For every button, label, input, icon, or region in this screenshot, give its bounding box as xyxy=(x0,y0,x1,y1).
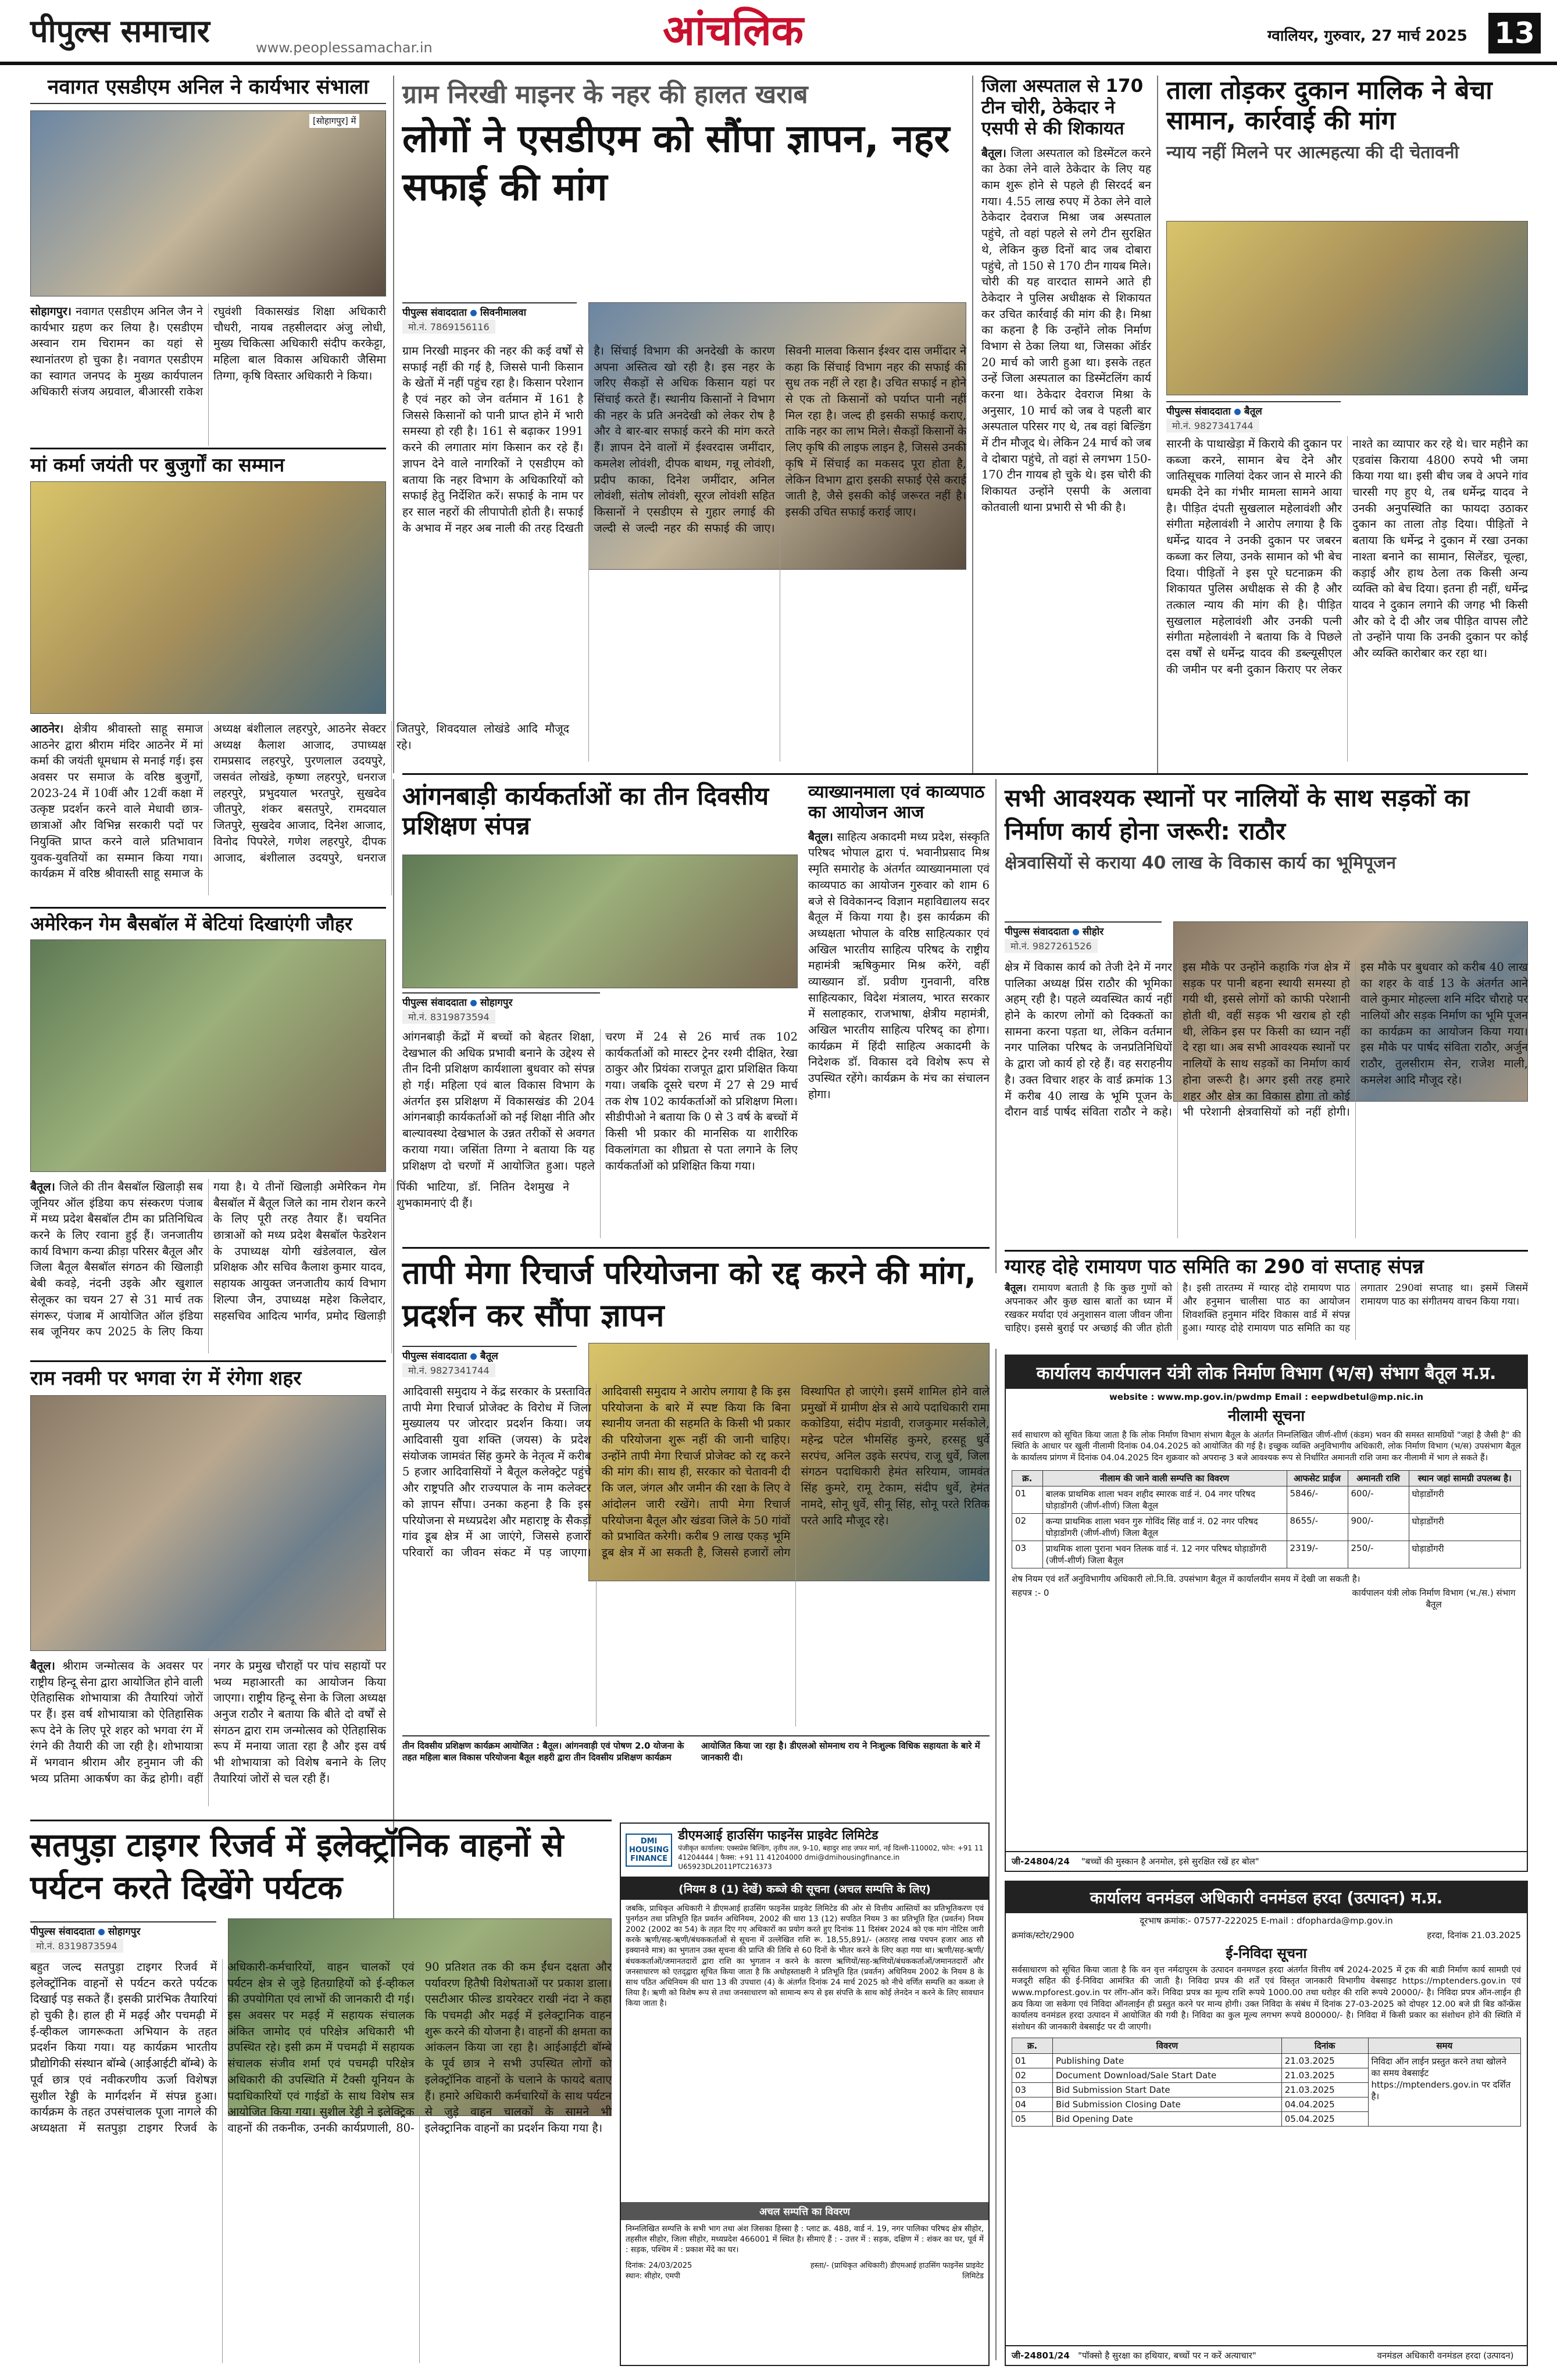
section-title: आंचलिक xyxy=(663,6,804,55)
notice-body: जबकि, प्राधिकृत अधिकारी ने डीएमआई हाउसिंग फाइनेंस प्राइवेट लिमिटेड की ओर से वित्तीय आस्तियों का प्रतिभूतिकरण एवं पुनर्गठन तथा प्रतिभूति हित प्रवर्तन अधिनियम, 2002 की धारा 13 (12) सपठित नियम 3 का प्रतिभूति हित (प्रवर्तन) नियम 2002 (2002 का 54) के तहत दिए गए अधिकारों का प्रयोग करते हुए दिनांक 11 दिसंबर 2024 को एक मांग नोटिस जारी करके ऋणी/सह-ऋणी/बंधककर्ताओं से सूचना में उल्लेखित राशि रू. 18,55,891/- (अठारह लाख पचपन हजार आठ सौ इक्यानवे मात्र) का भुगतान उक्त सूचना की प्राप्ति की तिथि से 60 दिनों के भीतर करने के लिए कहा गया था। ऋणी/सह-ऋणी/बंधककर्ताओं/जमानतदारों द्वारा राशि का भुगतान न करने के कारण ऋणियों/सह-ऋणियों/बंधककर्ताओं/जमानतदारों और जनसाधारण को एतद्‌द्वारा सूचित किया जाता है कि अधोहस्ताक्षरी ने प्रतिभूति हित (प्रवर्तन) अधिनियम 2002 के नियम 8 के साथ पठित अधिनियम की धारा 13 की उपधारा (4) के अंतर्गत दिनांक 24 मार्च 2025 को नीचे वर्णित सम्पत्ति का कब्जा ले लिया है। ऋणी को विशेष रूप से तथा जनसाधारण को सामान्य रूप से इस संपत्ति के साथ कोई लेनदेन न करने के लिए सावधान किया जाता है। xyxy=(626,1903,984,2009)
slogan: "पॉक्सो है सुरक्षा का हथियार, बच्चों पर न करें अत्याचार" xyxy=(1078,2350,1256,2361)
notice-title: (नियम 8 (1) देखें) कब्जे की सूचना (अचल सम्पत्ति के लिए) xyxy=(621,1878,988,1900)
article-canal xyxy=(402,76,966,767)
byline: पीपुल्स संवाददाता बैतूल xyxy=(1166,401,1341,417)
brief-training xyxy=(402,1735,990,1817)
body-text: नवागत एसडीएम अनिल जैन ने कार्यभार ग्रहण कर लिया है। एसडीएम अस्वान राम चिरामन का यहां से स्थानांतरण हो चुका है। नवागत एसडीएम का स्वागत जनपद के मुख्य कार्यपालन अधिकारी संजय अग्रवाल, बीआरसी राकेश रघुवंशी विकासखंड शिक्षा अधिकारी चौधरी, नायब तहसीलदार अंजु लोधी, मुख्य चिकित्सा अधिकारी संदीप करकेट्टा, महिला बाल विकास अधिकारी जैसिमा तिग्गा, कृषि विस्तार अधिकारी ने किया। xyxy=(30,305,386,399)
attachment: सहपत्र :- 0 xyxy=(1012,1587,1049,1598)
slogan: "बच्चों की मुस्कान है अनमोल, इसे सुरक्षित रखें हर बोल" xyxy=(1081,1856,1259,1867)
mobile-number: मो.नं. 9827341744 xyxy=(402,1363,495,1377)
byline: पीपुल्स संवाददाता सोहागपुर xyxy=(30,1921,216,1938)
kicker: ग्राम निरखी माइनर के नहर की हालत खराब xyxy=(402,80,808,109)
dateline: बैतूल। xyxy=(981,146,1006,160)
body-text: साहित्य अकादमी मध्य प्रदेश, संस्कृति परिषद भोपाल द्वारा पं. भवानीप्रसाद मिश्र स्मृति समारोह के अंतर्गत व्याख्यानमाला एवं काव्यपाठ का आयोजन गुरुवार को शाम 6 बजे से विवेकानन्द विज्ञान महाविद्यालय सदर बैतूल में किया गया है। इस कार्यक्रम की अध्यक्षता भोपाल के वरिष्ठ साहित्यकार एवं अखिल भारतीय साहित्य परिषद के राष्ट्रीय महामंत्री ऋषिकुमार मिश्र करेंगे, वहीं व्याख्यान डॉ. प्रवीण गुनवानी, वरिष्ठ साहित्यकार, विदेश मंत्रालय, भारत सरकार में सलाहकार, राजभाषा, क्षेत्रीय महामंत्री, अखिल भारतीय साहित्य परिषद् का होगा। कार्यक्रम में हिंदी साहित्य अकादमी के निदेशक डॉ. विकास दवे विशेष रूप से उपस्थित रहेंगे। कार्यक्रम के मंच का संचालन होगा। xyxy=(808,830,990,1101)
article-anganwadi xyxy=(402,782,798,1241)
article-shop xyxy=(1166,76,1528,767)
dateline: ग्वालियर, गुरुवार, 27 मार्च 2025 xyxy=(1267,27,1467,45)
photo xyxy=(30,1395,386,1651)
notice-body: सर्वसाधारण को सूचित किया जाता है कि वन वृत्त नर्मदापुरम के उत्पादन वनमण्डल हरदा अंतर्गत वित्तीय वर्ष 2024-2025 में ट्रक की बाडी निर्माण कार्य सामग्री एवं मजदूरी सहित की ई-निविदा आमंत्रित की जाती है। निविदा प्रपत्र की शर्तें एवं विस्तृत जानकारी विभागीय वेबसाइट https://mptenders.gov.in एवं www.mpforest.gov.in पर लॉग-ऑन करें। निविदा प्रपत्र का मूल्य राशि रूपये 1000.00 तथा धरोहर की राशि रूपये 20000/- है। निविदा प्रपत्र ऑन-लाईन ही क्रय किया जा सकेगा एवं निविदा ऑनलाईन ही प्रस्तुत करने पर मान्य होगी। उक्त निविदा के संबंध में दिनांक 27-03-2025 को दोपहर 12.00 बजे प्री बिड कॉन्फ्रेंस कार्यालय वनमंडल हरदा उत्पादन में आयोजित की गयी है। निविदा का कुल मूल्य लगभग रूपये 800000/- है। निविदा में किसी प्रकार का संशोधन होने की स्थिति में संशोधन की जानकारी वेबसाईट पर दी जाएगी। xyxy=(1012,1965,1521,2032)
article-sdm xyxy=(30,76,386,448)
pwd-auction-notice xyxy=(1005,1355,1528,1872)
byline: पीपुल्स संवाददाता बैतूल xyxy=(402,1346,577,1362)
signatory: हस्ता/- (प्राधिकृत अधिकारी) डीएमआई हाउसिंग फाइनेंस प्राइवेट लिमिटेड xyxy=(810,2261,984,2281)
article-title: व्याख्यानमाला एवं काव्यपाठ का आयोजन आज xyxy=(808,782,985,823)
paper-name: पीपुल्स समाचार xyxy=(30,13,210,49)
article-title: आंगनबाड़ी कार्यकर्ताओं का तीन दिवसीय प्रशिक्षण संपन्न xyxy=(402,782,769,841)
body-text: श्रीराम जन्मोत्सव के अवसर पर राष्ट्रीय हिन्दू सेना द्वारा आयोजित होने वाली ऐतिहासिक शोभायात्रा की तैयारियां जोरों पर हैं। इस वर्ष शोभायात्रा को ऐतिहासिक रूप देने के लिए पूरे शहर को भगवा रंग में रंगने की तैयारी की जा रही है। शोभायात्रा में भगवान श्रीराम और हनुमान जी की भव्य प्रतिमा आकर्षण का केंद्र होगी। वहीं नगर के प्रमुख चौराहों पर पांच सहायों पर भव्य महाआरती का आयोजन किया जाएगा। राष्ट्रीय हिन्दू सेना के जिला अध्यक्ष अनुज राठौर ने बताया कि बीते दो वर्षों से संगठन द्वारा राम जन्मोत्सव को ऐतिहासिक रूप में मनाया जाता रहा है और इस वर्ष भी शोभायात्रा को विशेष बनाने के लिए तैयारियां जोरों से चल रही हैं। xyxy=(30,1659,386,1785)
notice-header: कार्यालय कार्यपालन यंत्री लोक निर्माण विभाग (भ/स) संभाग बैतूल म.प्र. xyxy=(1006,1356,1527,1389)
page-number: 13 xyxy=(1488,13,1541,53)
byline: पीपुल्स संवाददाता सीहोर xyxy=(1005,921,1162,938)
article-body xyxy=(30,1179,569,1353)
article-body: आंगनबाड़ी केंद्रों में बच्चों को बेहतर शिक्षा, देखभाल की अधिक प्रभावी बनाने के उद्देश्य से तीन दिनी प्रशिक्षण कार्यशाला बुधवार को संपन्न हो गई। महिला एवं बाल विकास विभाग के अंतर्गत इस प्रशिक्षण में विकासखंड की 204 आंगनबाड़ी कार्यकर्ताओं को नई शिक्षा नीति और बाल्यावस्था देखभाल के उन्नत तरीकों से अवगत कराया गया। जसिंता तिग्गा ने बताया कि यह प्रशिक्षण दो चरणों में आयोजित हुआ। पहले चरण में 24 से 26 मार्च तक 102 कार्यकर्ताओं को मास्टर ट्रेनर रश्मी दीक्षित, रेखा ठाकुर और प्रियंका राजपूत द्वारा प्रशिक्षित किया गया। जबकि दूसरे चरण में 27 से 29 मार्च तक शेष 102 कार्यकर्ताओं को प्रशिक्षण मिला। सीडीपीओ ने बताया कि 0 से 3 वर्ष के बच्चों में किसी भी प्रकार की मानसिक या शारीरिक विकलांगता का शीघ्रता से पता लगाने के लिए कार्यकर्ताओं को प्रशिक्षित किया गया। xyxy=(402,1030,798,1173)
dateline: आठनेर। xyxy=(30,722,64,735)
photo xyxy=(30,939,386,1172)
article-body xyxy=(808,829,990,1207)
table-row: 02 Document Download/Sale Start Date 21.03.2025 xyxy=(1012,2068,1521,2083)
article-title: ग्यारह दोहे रामायण पाठ समिति का 290 वां सप्ताह संपन्न xyxy=(1005,1250,1528,1278)
signatory: वनमंडल अधिकारी वनमंडल हरदा (उत्पादन) xyxy=(1377,2350,1514,2361)
mobile-number: मो.नं. 9827341744 xyxy=(1166,419,1259,433)
ref-date: हरदा, दिनांक 21.03.2025 xyxy=(1427,1930,1521,1941)
signatory: कार्यपालन यंत्री लोक निर्माण विभाग (भ./स.) संभाग बैतूल xyxy=(1352,1587,1516,1610)
auction-table: क्र. नीलाम की जाने वाली सम्पत्ति का विवरण आफसेट प्राईज अमानती राशि स्थान जहां सामग्री उपलब्ध है। 01 बालक प्राथमिक शाला भवन शहीद स्मारक वार्ड नं. 04 नगर परिषद घोड़ाडोंगरी (जीर्ण-शीर्ण) जिला बैतूल 5846/- 600/- घोड़ाडोंगरी 02 कन्या प्राथमिक शाला भवन गुरु गोविंद सिंह वार्ड नं. 02 नगर परिषद घोड़ाडोंगरी (जीर्ण-शीर्ण) जिला बैतूल 8655/- 900/- घोड़ाडोंगरी 03 प्राथमिक शाला पुराना भवन तिलक वार्ड नं. 12 नगर परिषद घोड़ाडोंगरी (जीर्ण-शीर्ण) जिला बैतूल 2319/- 250/- घोड़ाडोंगरी xyxy=(1012,1470,1521,1568)
article-title: सतपुड़ा टाइगर रिजर्व में इलेक्ट्रॉनिक वाहनों से पर्यटन करते दिखेंगे पर्यटक xyxy=(30,1820,612,1910)
body-text: रामायण बताती है कि कुछ गुणों को अपनाकर और कुछ खास बातों का ध्यान में रखकर मर्यादा एवं अनुशासन वाला जीवन जीना चाहिए। इससे बुराई पर अच्छाई की जीत होती है। इसी तारतम्य में ग्यारह दोहे रामायण पाठ और हनुमान चालीसा पाठ का आयोजन शिवशक्ति हनुमान मंदिर विकास वार्ड में संपन्न हुआ। ग्यारह दोहे रामायण पाठ समिति का यह लगातार 290वां सप्ताह था। इसमें जिसमें रामायण पाठ का संगीतमय वाचन किया गया। xyxy=(1005,1282,1528,1334)
website: www.peoplessamachar.in xyxy=(256,40,433,56)
article-body xyxy=(30,303,386,446)
dateline: बैतूल। xyxy=(1005,1282,1027,1295)
article-title: लोगों ने एसडीएम को सौंपा ज्ञापन, नहर सफाई की मांग xyxy=(402,116,950,209)
photo xyxy=(30,481,386,714)
dateline: सोहागपुर। xyxy=(30,305,72,318)
article-tiger-reserve xyxy=(30,1820,612,2366)
contact: दूरभाष क्रमांक:- 07577-222025 E-mail : dfopharda@mp.gov.in xyxy=(1140,1916,1393,1926)
subtitle: न्याय नहीं मिलने पर आत्महत्या की दी चेतावनी xyxy=(1166,142,1459,163)
notice-header: कार्यालय वनमंडल अधिकारी वनमंडल हरदा (उत्पादन) म.प्र. xyxy=(1006,1882,1527,1913)
article-title: नवागत एसडीएम अनिल ने कार्यभार संभाला xyxy=(30,76,386,104)
article-body xyxy=(981,145,1151,756)
body-text: जिला अस्पताल को डिस्मेंटल करने का ठेका लेने वाले ठेकेदार के लिए यह काम शुरू होने से पहले ही सिरदर्द बन गया। 4.55 लाख रुपए में ठेका लेने वाले ठेकेदार देवराज मिश्रा जब अस्पताल पहुंचे, तो वहां पहले से लगे टीन सुरक्षित थे, लेकिन कुछ दिनों बाद जब दोबारा पहुंचे, तो 150 से 170 टीन गायब मिले। चोरी की यह वारदात सामने आते ही ठेकेदार ने पुलिस अधीक्षक से शिकायत कर उचित कार्रवाई की मांग की है। मिश्रा का कहना है कि उन्होंने लोक निर्माण विभाग से ठेका लिया था, जिसका ऑर्डर 20 मार्च को जारी हुआ था। इसके तहत उन्हें जिला अस्पताल का डिस्मेंटलिंग कार्य करना था। ठेकेदार देवराज मिश्रा के अनुसार, 10 मार्च को जब वे पहली बार अस्पताल परिसर गए थे, तब वहां बिल्डिंग में टीन मौजूद थे। लेकिन 24 मार्च को जब वे दोबारा पहुंचे, तो वहां से लगभग 150-170 टीन गायब हो चुके थे। इस चोरी की शिकायत उन्होंने एसपी के अलावा कोतवाली थाना प्रभारी से भी की है। xyxy=(981,146,1151,514)
brief-text-1: तीन दिवसीय प्रशिक्षण कार्यक्रम आयोजित : बैतूल। आंगनवाड़ी एवं पोषण 2.0 योजना के तहत महिला बाल विकास परियोजना बैतूल शहरी xyxy=(402,1741,684,1763)
article-body: बहुत जल्द सतपुड़ा टाइगर रिजर्व में इलेक्ट्रॉनिक वाहनों से पर्यटन करते पर्यटक दिखाई पड़ सकते हैं। इसकी प्रारंभिक तैयारियां हो चुकी है। हाल ही में मढ़ई और पचमढ़ी में ई-व्हीकल जागरूकता अभियान के तहत प्रदर्शन किया गया। यह कार्यक्रम भारतीय प्रौद्योगिकी संस्थान बॉम्बे (आईआईटी बॉम्बे) के पूर्व छात्र एवं नवीकरणीय ऊर्जा विशेषज्ञ सुशील रेड्डी के मार्गदर्शन में संपन्न हुआ। कार्यक्रम के तहत उपसंचालक पूजा नागले की अध्यक्षता में सतपुड़ा टाइगर रिजर्व के अधिकारी-कर्मचारियों, वाहन चालकों एवं पर्यटन क्षेत्र से जुड़े हितग्राहियों को ई-व्हीकल की उपयोगिता एवं लाभों की जानकारी दी गई। इस अवसर पर मढ़ई में सहायक संचालक अंकित जामोद एवं परिक्षेत्र अधिकारी भी उपस्थित रहे। इसी क्रम में पचमढ़ी में सहायक संचालक संजीव शर्मा एवं पचमढ़ी परिक्षेत्र अधिकारी की उपस्थिति में टैक्सी यूनियन के पदाधिकारियों एवं गाईडों के साथ विशेष सत्र आयोजित किया गया। सुशील रेड्डी ने इलेक्ट्रिक वाहनों की तकनीक, उनकी कार्यप्रणाली, 80-90 प्रतिशत तक की कम ईंधन दक्षता और पर्यावरण हितैषी विशेषताओं पर प्रकाश डाला। एसटीआर फील्ड डायरेक्टर राखी नंदा ने कहा कि पचमढ़ी और मढ़ई में इलेक्ट्रानिक वाहन शुरू करने की योजना है। वाहनों की क्षमता का आंकलन किया जा रहा है। आईआईटी बॉम्बे के पूर्व छात्र ने सभी उपस्थित लोगों को इलेक्ट्रॉनिक वाहनों के चलाने के फायदे बताए हैं। हमारे अधिकारी कर्मचारियों के साथ पर्यटन से जुड़े वाहन चालकों के सामने भी इलेक्ट्रानिक वाहनों का प्रदर्शन किया गया है। xyxy=(30,1960,612,2135)
ad-ref: जी-24801/24 xyxy=(1012,2350,1070,2361)
dmi-logo: DMI HOUSING FINANCE xyxy=(626,1834,672,1867)
forest-tender-notice xyxy=(1005,1881,1528,2366)
dateline: बैतूल। xyxy=(30,1180,55,1193)
article-lecture xyxy=(808,782,990,1241)
mobile-number: मो.नं. 8319873594 xyxy=(402,1010,495,1024)
photo xyxy=(1166,221,1528,395)
article-body: क्षेत्र में विकास कार्य को तेजी देने में नगर पालिका अध्यक्ष प्रिंस राठौर की भूमिका अहम् रही है। पहले व्यवस्थित कार्य नहीं होने के कारण लोगों को दिक्कतों का सामना करना पड़ता था, लेकिन वर्तमान नगर पालिका परिषद के जनप्रतिनिधियों के द्वारा जो कार्य हो रहे हैं। वह सराहनीय है। उक्त विचार शहर के वार्ड क्रमांक 13 में करीब 40 लाख के भूमि पूजन के दौरान वार्ड पार्षद संविता राठौर ने कहे। इस मौके पर उन्होंने कहाकि गंज क्षेत्र में सड़क पर पानी बहना स्थायी समस्या हो गयी थी, इससे लोगों को काफी परेशानी होती थी, वहीं सड़क भी खराब हो रही थी, लेकिन इस पर किसी का ध्यान नहीं दे रहा था। अब सभी आवश्यक स्थानों पर नालियों के साथ सड़कों का निर्माण कार्य होना जरूरी है। अगर इसी तरह हमारे शहर और क्षेत्र का विकास होगा तो कोई भी परेशानी क्षेत्रवासियों को नहीं होगी। इस मौके पर बुधवार को करीब 40 लाख का शहर के वार्ड 13 के अंतर्गत आने वाले कुमार मोहल्ला शनि मंदिर चौराहे पर नालियों और सड़क निर्माण का भूमि पूजन का कार्यक्रम का आयोजन किया गया। इस मौके पर पार्षद संविता राठौर, अर्जुन राठौर, तुलसीराम सेन, राजेश माली, कमलेश आदि मौजूद रहे। xyxy=(1005,960,1528,1119)
article-title: ताला तोड़कर दुकान मालिक ने बेचा सामान, कार्रवाई की मांग xyxy=(1166,76,1492,135)
mobile-number: मो.नं. 7869156116 xyxy=(402,320,495,334)
dmi-possession-notice xyxy=(620,1822,990,2366)
ad-ref: जी-24804/24 xyxy=(1012,1856,1070,1867)
table-row: 02 कन्या प्राथमिक शाला भवन गुरु गोविंद सिंह वार्ड नं. 02 नगर परिषद घोड़ाडोंगरी (जीर्ण-शीर्ण) जिला बैतूल 8655/- 900/- घोड़ाडोंगरी xyxy=(1012,1513,1521,1541)
body-text: क्षेत्रीय श्रीवास्तो साहू समाज आठनेर द्वारा श्रीराम मंदिर आठनेर में मां कर्मा की जयंती धूमधाम से मनाई गई। इस अवसर पर समाज के वरिष्ठ बुजुर्गों, 2023-24 में 10वीं और 12वीं कक्षा में उत्कृष्ट प्रदर्शन करने वाले मेधावी छात्र-छात्राओं और विभिन्न सरकारी पदों पर नियुक्ति प्राप्त करने वाले प्रतिभावान युवक-युवतियों का सम्मान किया गया। कार्यक्रम में वरिष्ठ श्रीवास्ती साहू समाज के अध्यक्ष बंशीलाल लहरपुरे, आठनेर सेक्टर अध्यक्ष कैलाश आजाद, उपाध्यक्ष रामप्रसाद लहरपुरे, पुरणलाल उदयपुरे, जसवंत लोखंडे, कृष्णा लहरपुरे, धनराज लहरपुरे, प्रभुदयाल भरतपुरे, सुखदेव जीतपुरे, शंकर बसतपुरे, रामदयाल जितपुरे, सुखदेव आजाद, दिनेश आजाद, विनोद पिपरेले, गणेश लहरपुरे, दीपक आजाद, बंशीलाल उदयपुरे, धनराज जितपुरे, शिवदयाल लोखंडे आदि मौजूद रहे। xyxy=(30,722,569,881)
article-title: अमेरिकन गेम बैसबॉल में बेटियां दिखाएंगी जौहर xyxy=(30,907,386,935)
article-drain-road xyxy=(1005,782,1528,1241)
table-row: 04 Bid Submission Closing Date 04.04.2025 xyxy=(1012,2097,1521,2112)
mobile-number: मो.नं. 9827261526 xyxy=(1005,939,1098,953)
property-title: अचल सम्पत्ति का विवरण xyxy=(621,2202,988,2220)
notice-note: शेष नियम एवं शर्तें अनुविभागीय अधिकारी लो.नि.वि. उपसंभाग बैतूल में कार्यालयीन समय में देखी जा सकती है। xyxy=(1012,1573,1360,1584)
article-body xyxy=(30,1658,386,1806)
property-details: निम्नलिखित सम्पत्ति के सभी भाग तथा अंश जिसका हिस्सा है : प्लाट क्र. 488, वार्ड नं. 19, नगर पालिका परिषद क्षेत्र सीहोर, तहसील सीहोर, जिला सीहोर, मध्यप्रदेश 466001 में स्थित है। सीमाएं हैं : - उत्तर में : सड़क, दक्षिण में : शंकर का घर, पूर्व में : सड़क, पश्चिम में : प्रकाश मेंदे का घर। xyxy=(626,2224,984,2254)
notice-title: नीलामी सूचना xyxy=(1227,1407,1305,1425)
article-hospital xyxy=(981,76,1151,767)
company-name: डीएमआई हाउसिंग फाइनेंस प्राइवेट लिमिटेड xyxy=(678,1828,879,1843)
article-title: राम नवमी पर भगवा रंग में रंगेगा शहर xyxy=(30,1360,386,1390)
byline: पीपुल्स संवाददाता सिवनीमालवा xyxy=(402,302,577,319)
notice-date: दिनांक: 24/03/2025 xyxy=(626,2261,692,2271)
notice-place: स्थान: सीहोर, एमपी xyxy=(626,2271,680,2281)
article-ramayan xyxy=(1005,1250,1528,1343)
brief-text-2: द्वारा तीन दिवसीय प्रशिक्षण कार्यक्रम आयोजित किया जा रहा है। डीएलओ सोमनाथ राय ने निःशुल्क विधिक सहायता के बारे में जानकारी दी। xyxy=(557,1741,980,1763)
notice-intro: सर्व साधारण को सूचित किया जाता है कि लोक निर्माण विभाग संभाग बैतूल के अंतर्गत निम्नलिखित जीर्ण-शीर्ण (कंडम) भवन की समस्त सामग्रियों "जहां है जैसी है" की स्थिति के आधार पर खुली नीलामी दिनांक 04.04.2025 को आयोजित की गई है। इच्छुक व्यक्ति अनुविभागीय अधिकारी, लोक निर्माण विभाग (भ/स) उपसंभाग बैतूल के कार्यालय प्रांगण में दिनांक 04.04.2025 दिन शुक्रवार को अपरान्ह 3 बजे आवश्यक रूप से निर्धारित अमानती राशि जमा कर नीलामी में भाग ले सकते हैं। xyxy=(1012,1430,1521,1463)
tender-schedule-table: क्र. विवरण दिनांक समय 01 Publishing Date 21.03.2025 निविदा ऑन लाईन प्रस्तुत करने तथा खोलने का समय वेबसाईट https://mptenders.gov.in पर दर्शित है। 02 Document Download/Sale Start Date 21.03.2025 03 Bid Submission Start Date 21.03.2025 04 Bid Submission Closing Date 04.04.2025 05 Bid Opening Date 05.04.2025 xyxy=(1012,2038,1521,2127)
article-body: सारनी के पाथाखेड़ा में किराये की दुकान पर कब्जा करने, सामान बेच देने और जातिसूचक गालियां देकर जान से मारने की धमकी देने का गंभीर मामला सामने आया है। पीड़ित दंपती सुखलाल महेलावंशी और संगीता महेलावंशी ने आरोप लगाया है कि धर्मेन्द्र यादव ने उनकी दुकान पर जबरन कब्जा कर लिया, उनके सामान को भी बेच दिया। पीड़ितों ने इस पूरे घटनाक्रम की शिकायत पुलिस अधीक्षक से की है और तत्काल न्याय की मांग की है। पीड़ित सुखलाल महेलावंशी और उनकी पत्नी संगीता महेलावंशी ने बताया कि वे पिछले दस वर्षों से धर्मेन्द्र यादव की डब्ल्यूसीएल की जमीन पर बनी दुकान किराए पर लेकर नाश्ते का व्यापार कर रहे थे। चार महीने का एडवांस किराया 4800 रुपये भी जमा किया गया था। इसी बीच जब वे अपने गांव चारसी गए हुए थे, तब धर्मेन्द्र यादव ने उनकी अनुपस्थिति का फायदा उठाकर दुकान का ताला तोड़ दिया। पीड़ितों ने बताया कि धर्मेन्द्र ने दुकान में रखा उनका नाश्ता बनाने का सामान, सिलेंडर, चूल्हा, कड़ाई और हाथ ठेला तक किसी अन्य व्यक्ति को बेच दिया। इतना ही नहीं, धर्मेन्द्र यादव ने दुकान लगाने की जगह भी किसी और को दे दी और जब पीड़ित वापस लौटे तो उन्होंने पाया कि उनकी दुकान पर कोई और व्यक्ति कारोबार कर रहा था। xyxy=(1166,437,1528,676)
article-title: तापी मेगा रिचार्ज परियोजना को रद्द करने की मांग, प्रदर्शन कर सौंपा ज्ञापन xyxy=(402,1247,990,1337)
table-row: 03 Bid Submission Start Date 21.03.2025 xyxy=(1012,2083,1521,2097)
article-body: ग्राम निरखी माइनर की नहर की कई वर्षों से सफाई नहीं की गई है, जिससे पानी किसान के खेतों में नहीं पहुंच रहा है। किसान परेशान है एवं नहर को जेन वर्तमान में 161 है जिससे किसानों को पानी प्राप्त होने में भारी समस्या हो रही है। 161 से बढ़ाकर 1991 करने की लगातार मांग किसान कर रहे हैं। ज्ञापन देने वाले नागरिकों ने एसडीएम को बताया कि नहर विभाग के अधिकारियों को सफाई हेतु निर्देशित करें। सफाई के नाम पर हर साल नहरों की लीपापोती होती है। सफाई के अभाव में नहर अब नाली की तरह दिखती है। सिंचाई विभाग की अनदेखी के कारण अपना अस्तित्व खो रही है। इस नहर के जरिए सैकड़ों से अधिक किसान यहां पर सिंचाई करते हैं। स्थानीय किसानों ने विभाग की नहर के प्रति अनदेखी को लेकर रोष है और वे बार-बार सफाई करने की मांग करते हैं। ज्ञापन देने वालों में ईश्वरदास जमींदार, कमलेश लोवंशी, दीपक बाथम, गन्नू लोवंशी, प्रदीप काका, दिनेश जमींदार, अनिल लोवंशी, संतोष लोवंशी, सूरज लोवंशी सहित किसानों ने एसडीएम से गुहार लगाई की जल्दी से जल्दी नहर की सफाई की जाए। सिवनी मालवा किसान ईश्वर दास जमींदार ने कहा कि सिंचाई विभाग नहर की सफाई की सुध तक नहीं ले रहा है। उचित सफाई न होने से एक तो किसानों को पर्याप्त पानी नहीं मिल रहा है। जल्द ही इसकी सफाई कराए, ताकि नहर का लाभ मिले। सैकड़ों किसानों के लिए कृषि की लाइफ लाइन है, जिससे उनकी कृषि में सिंचाई का मकसद पूरा होता है, लेकिन विभाग द्वारा इसकी सफाई ऐसे कराई जाती है, जैसे इसकी कोई जरूरत नहीं है। इसकी उचित सफाई कराई जाए। xyxy=(402,344,966,535)
article-body xyxy=(1005,1282,1528,1340)
article-body xyxy=(30,721,569,895)
article-body: आदिवासी समुदाय ने केंद्र सरकार के प्रस्तावित तापी मेगा रिचार्ज प्रोजेक्ट के विरोध में जिला मुख्यालय पर जोरदार प्रदर्शन किया। जय आदिवासी युवा शक्ति (जयस) के प्रदेश संयोजक जामवंत सिंह कुमरे के नेतृत्व में करीब 5 हजार आदिवासियों ने बैतूल कलेक्ट्रेट पहुंचे और राष्ट्रपति और राज्यपाल के नाम कलेक्टर को ज्ञापन सौंपा। उनका कहना है कि इस परियोजना से मध्यप्रदेश और महाराष्ट्र के सैकड़ों गांव डूब क्षेत्र में आ जाएंगे, जिससे हजारों परिवारों का जीवन संकट में पड़ जाएगा। आदिवासी समुदाय ने आरोप लगाया है कि इस परियोजना के बारे में स्पष्ट किया कि बिना स्थानीय जनता की सहमति के किसी भी प्रकार की परियोजना शुरू नहीं की जानी चाहिए। उन्होंने तापी मेगा रिचार्ज प्रोजेक्ट को रद्द करने की मांग की। साथ ही, सरकार को चेतावनी दी कि जल, जंगल और जमीन की रक्षा के लिए वे आंदोलन जारी रखेंगे। तापी मेगा रिचार्ज परियोजना बैतूल और खंडवा जिले के 50 गांवों को प्रभावित करेगी। करीब 9 लाख एकड़ भूमि डूब क्षेत्र में आ सकती है, जिससे हजारों लोग विस्थापित हो जाएंगे। इसमें शामिल होने वाले प्रमुखों में ग्रामीण क्षेत्र से आये पदाधिकारी रामा ककोडिया, संदीप मंडावी, राजकुमार मर्सकोले, महेन्द्र पटेल भीमसिंह कुमरे, हरसहू धुर्वे सरपंच, अनिल उइके सरपंच, राजू धुर्वे, जिला संगठन पदाधिकारी हेमंत सरियाम, जामवंत सिंह कुमरे, रामू टेकाम, संदीप धुर्वे, हेमंत नामदे, सोनू धुर्वे, सीनू सिंह, सोनू परते रितिक परते आदि मौजूद रहे। xyxy=(402,1385,990,1559)
photo-inset: [सोहागपुर] में xyxy=(309,114,359,128)
table-row: 01 Publishing Date 21.03.2025 निविदा ऑन लाईन प्रस्तुत करने तथा खोलने का समय वेबसाईट https://mptenders.gov.in पर दर्शित है। xyxy=(1012,2054,1521,2068)
notice-title: ई-निविदा सूचना xyxy=(1226,1945,1307,1961)
mobile-number: मो.नं. 8319873594 xyxy=(30,1939,123,1953)
dateline: बैतूल। xyxy=(30,1659,55,1673)
photo xyxy=(402,855,798,988)
article-tapi xyxy=(402,1247,990,1817)
ref-number: क्रमांक/स्टोर/2900 xyxy=(1012,1930,1074,1941)
table-row: 05 Bid Opening Date 05.04.2025 xyxy=(1012,2112,1521,2127)
company-address: पंजीकृत कार्यालय: एक्सप्रेस बिल्डिंग, तृतीय तल, 9-10, बहादुर शाह ज़फर मार्ग, नई दिल्ली-110002, फोन: +91 11 41204444 | फैक्स: +91 11 41204000 dmi@dmihousingfinance.in U65923DL2011PTC216373 xyxy=(678,1843,984,1871)
masthead xyxy=(0,0,1557,65)
dateline: बैतूल। xyxy=(808,830,833,844)
article-title: सभी आवश्यक स्थानों पर नालियों के साथ सड़कों का निर्माण कार्य होना जरूरी: राठौर xyxy=(1005,784,1470,845)
photo xyxy=(30,110,386,296)
article-title: मां कर्मा जयंती पर बुजुर्गों का सम्मान xyxy=(30,448,386,477)
table-row: 03 प्राथमिक शाला पुराना भवन तिलक वार्ड नं. 12 नगर परिषद घोड़ाडोंगरी (जीर्ण-शीर्ण) जिला बैतूल 2319/- 250/- घोड़ाडोंगरी xyxy=(1012,1541,1521,1568)
article-karma xyxy=(30,448,569,901)
subtitle: क्षेत्रवासियों से कराया 40 लाख के विकास कार्य का भूमिपूजन xyxy=(1005,853,1397,874)
article-ramnavami xyxy=(30,1360,386,1808)
body-text: जिले की तीन बैसबॉल खिलाड़ी सब जूनियर ऑल इंडिया कप संस्करण पंजाब में मध्य प्रदेश बैसबॉल टीम का प्रतिनिधित्व करने के लिए रवाना हुई हैं। जनजातीय कार्य विभाग कन्या क्रीड़ा परिसर बैतूल और जिला बैतूल बैसबॉल संगठन की खिलाड़ी बेबी कवड़े, नंदनी उइके और खुशाल सेलूकर का चयन 27 से 31 मार्च तक संगरूर, पंजाब में आयोजित ऑल इंडिया सब जूनियर कप 2025 के लिए किया गया है। ये तीनों खिलाड़ी अमेरिकन गेम बैसबॉल में बैतूल जिले का नाम रोशन करने के लिए पूरी तरह तैयार हैं। चयनित छात्राओं को मध्य प्रदेश बैसबॉल फेडरेशन के उपाध्यक्ष योगी खंडेलवाल, खेल प्रशिक्षक और सचिव कैलाश कुमार यादव, सहायक आयुक्त जनजातीय कार्य विभाग शिल्पा जैन, उपाध्यक्ष महेश किलेदार, सहसचिव आदित्य भार्गव, प्रमोद खिलाड़ी पिंकी भाटिया, डॉ. नितिन देशमुख ने शुभकामनाएं दी हैं। xyxy=(30,1180,569,1339)
byline: पीपुल्स संवाददाता सोहागपुर xyxy=(402,992,600,1009)
article-title: जिला अस्पताल से 170 टीन चोरी, ठेकेदार ने एसपी से की शिकायत xyxy=(981,76,1144,140)
website-email: website : www.mp.gov.in/pwdmp Email : eepwdbetul@mp.nic.in xyxy=(1109,1392,1424,1402)
table-row: 01 बालक प्राथमिक शाला भवन शहीद स्मारक वार्ड नं. 04 नगर परिषद घोड़ाडोंगरी (जीर्ण-शीर्ण) जिला बैतूल 5846/- 600/- घोड़ाडोंगरी xyxy=(1012,1486,1521,1513)
